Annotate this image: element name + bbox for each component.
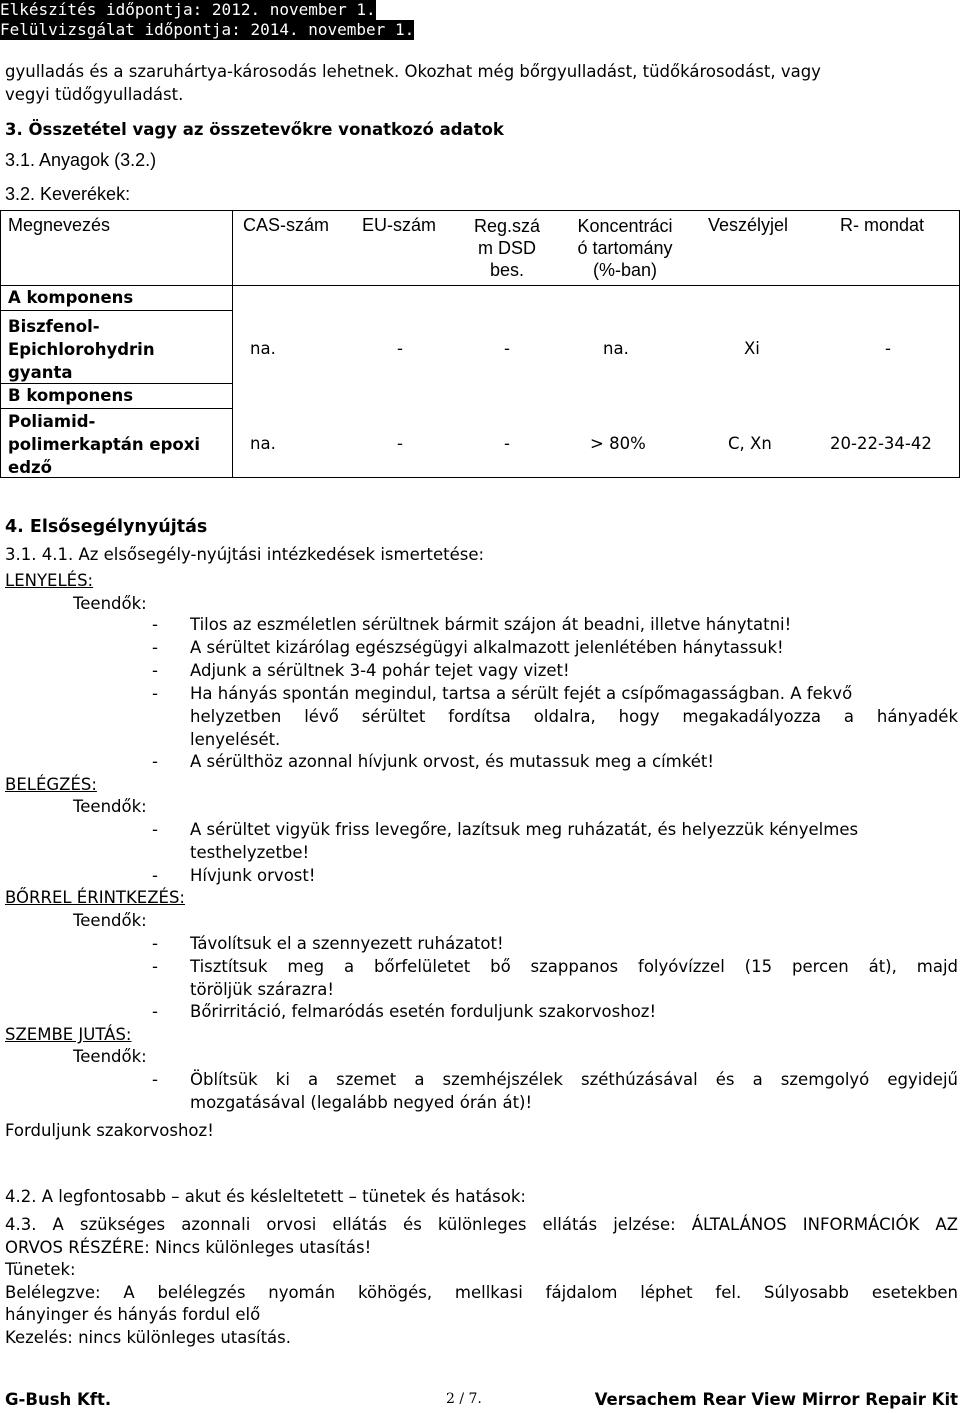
row-a-conc: na. — [603, 339, 629, 358]
swallow-item-4-end: lenyelését. — [190, 730, 281, 749]
col-header-reg-line-1: Reg.szá — [473, 216, 541, 236]
skin-heading: BŐRREL ÉRINTKEZÉS: — [5, 888, 185, 907]
eye-heading: SZEMBE JUTÁS: — [5, 1025, 132, 1044]
header-created: Elkészítés időpontja: 2012. november 1. — [0, 0, 376, 19]
inhale-todo: Teendők: — [73, 797, 147, 816]
swallow-item-4: Ha hányás spontán megindul, tartsa a sérült fejét a csípőmagasságban. A fekvő — [190, 684, 853, 703]
row-a-reg: - — [504, 339, 510, 358]
row-b-hazard: C, Xn — [728, 434, 772, 453]
row-a-name-line-1: Biszfenol- — [8, 317, 100, 336]
col-header-conc-line-3: (%-ban) — [592, 260, 658, 280]
col-header-reg-line-3: bes. — [489, 260, 525, 280]
inhale-item-1: A sérültet vigyük friss levegőre, lazítsuk meg ruházatát, és helyezzük kényelmes — [190, 820, 859, 839]
inhale-item-2: Hívjunk orvost! — [190, 866, 316, 885]
section-3-title: 3. Összetétel vagy az összetevőkre vonatkozó adatok — [5, 120, 504, 139]
row-b-reg: - — [504, 434, 510, 453]
row-a-eu: - — [397, 339, 403, 358]
swallow-todo: Teendők: — [73, 594, 147, 613]
swallow-item-1: Tilos az eszméletlen sérültnek bármit szájon át beadni, illetve hánytatni! — [190, 615, 792, 634]
swallow-item-3: Adjunk a sérültnek 3-4 pohár tejet vagy vizet! — [190, 661, 570, 680]
intro-line-1: gyulladás és a szaruhártya-károsodás lehetnek. Okozhat még bőrgyulladást, tüdőkárosodást, vagy — [5, 62, 821, 81]
eye-item-1-cont: mozgatásával (legalább negyed órán át)! — [190, 1093, 533, 1112]
row-b-name-line-3: edző — [8, 458, 52, 477]
inhalation-symptoms-line-1: Belélegzve: A belélegzés nyomán köhögés, mellkasi fájdalom léphet fel. Súlyosabb esetekben — [5, 1283, 958, 1302]
swallow-heading: LENYELÉS: — [5, 571, 94, 590]
row-b-name-line-2: polimerkaptán epoxi — [8, 435, 201, 454]
row-b-name-line-1: Poliamid- — [8, 412, 96, 431]
col-header-reg-line-2: m DSD — [478, 238, 536, 258]
skin-item-2: Tisztítsuk meg a bőrfelületet bő szappanos folyóvízzel (15 percen át), majd — [190, 957, 958, 976]
specialist-note: Forduljunk szakorvoshoz! — [5, 1121, 214, 1140]
swallow-item-4-cont: helyzetben lévő sérültet fordítsa oldalra, hogy megakadályozza a hányadék — [190, 707, 958, 726]
component-b-label: B komponens — [8, 386, 134, 405]
section-3-2: 3.2. Keverékek: — [5, 184, 131, 204]
eye-todo: Teendők: — [73, 1047, 147, 1066]
col-header-conc — [555, 215, 695, 281]
section-4-1: 3.1. 4.1. Az elsősegély-nyújtási intézkedések ismertetése: — [5, 545, 485, 564]
section-4-title: 4. Elsősegélynyújtás — [5, 517, 208, 537]
footer-company: G-Bush Kft. — [5, 1390, 112, 1409]
swallow-dash-1: - — [152, 615, 158, 634]
inhale-dash-2: - — [152, 866, 158, 885]
row-a-hazard: Xi — [744, 339, 760, 358]
eye-item-1: Öblítsük ki a szemet a szemhéjszélek széthúzásával és a szemgolyó egyidejű — [190, 1070, 958, 1089]
swallow-dash-2: - — [152, 638, 158, 657]
swallow-item-5: A sérülthöz azonnal hívjunk orvost, és mutassuk meg a címkét! — [190, 752, 714, 771]
row-a-name-line-3: gyanta — [8, 363, 73, 382]
row-b-cas: na. — [250, 434, 276, 453]
footer-page-number: 2 / 7. — [446, 1391, 482, 1407]
intro-line-2: vegyi tüdőgyulladást. — [5, 85, 184, 104]
eye-dash-1: - — [152, 1070, 158, 1089]
skin-item-2-cont: töröljük szárazra! — [190, 980, 334, 999]
section-4-3-line-1: 4.3. A szükséges azonnali orvosi ellátás és különleges ellátás jelzése: ÁLTALÁNOS INFORMÁCIÓK AZ — [5, 1215, 958, 1234]
section-4-2: 4.2. A legfontosabb – akut és késleltetett – tünetek és hatások: — [5, 1187, 526, 1206]
col-header-name: Megnevezés — [8, 215, 111, 235]
col-header-hazard: Veszélyjel — [708, 215, 789, 235]
row-a-name — [8, 315, 155, 384]
swallow-item-2: A sérültet kizárólag egészségügyi alkalmazott jelenlétében hánytassuk! — [190, 638, 784, 657]
treatment-note: Kezelés: nincs különleges utasítás. — [5, 1328, 291, 1347]
col-header-rphrase: R- mondat — [840, 215, 925, 235]
inhale-dash-1: - — [152, 820, 158, 839]
skin-todo: Teendők: — [73, 911, 147, 930]
col-header-conc-line-1: Koncentráci — [577, 216, 673, 236]
component-a-label: A komponens — [8, 288, 134, 307]
inhalation-symptoms-line-2: hányinger és hányás fordul elő — [5, 1305, 261, 1324]
row-b-conc: > 80% — [590, 434, 646, 453]
row-a-cas: na. — [250, 339, 276, 358]
skin-dash-2: - — [152, 957, 158, 976]
section-4-3-line-2: ORVOS RÉSZÉRE: Nincs különleges utasítás! — [5, 1238, 372, 1257]
skin-dash-1: - — [152, 934, 158, 953]
col-header-conc-line-2: ó tartomány — [577, 238, 673, 258]
footer-product: Versachem Rear View Mirror Repair Kit — [594, 1390, 958, 1409]
section-3-1: 3.1. Anyagok (3.2.) — [5, 150, 157, 170]
col-header-eu: EU-szám — [362, 215, 437, 235]
row-a-rphrase: - — [885, 339, 891, 358]
row-b-name — [8, 410, 200, 479]
header-revised: Felülvizsgálat időpontja: 2014. november 1. — [0, 20, 415, 39]
skin-item-3: Bőrirritáció, felmaródás esetén forduljunk szakorvoshoz! — [190, 1002, 657, 1021]
row-b-eu: - — [397, 434, 403, 453]
col-header-cas: CAS-szám — [243, 215, 330, 235]
skin-dash-3: - — [152, 1002, 158, 1021]
row-b-rphrase: 20-22-34-42 — [830, 434, 932, 453]
inhale-heading: BELÉGZÉS: — [5, 775, 97, 794]
swallow-dash-3: - — [152, 661, 158, 680]
inhale-item-1-cont: testhelyzetbe! — [190, 843, 310, 862]
symptoms-label: Tünetek: — [5, 1260, 76, 1279]
skin-item-1: Távolítsuk el a szennyezett ruházatot! — [190, 934, 504, 953]
swallow-dash-5: - — [152, 752, 158, 771]
col-header-reg — [462, 215, 552, 281]
row-a-name-line-2: Epichlorohydrin — [8, 340, 155, 359]
swallow-dash-4: - — [152, 684, 158, 703]
